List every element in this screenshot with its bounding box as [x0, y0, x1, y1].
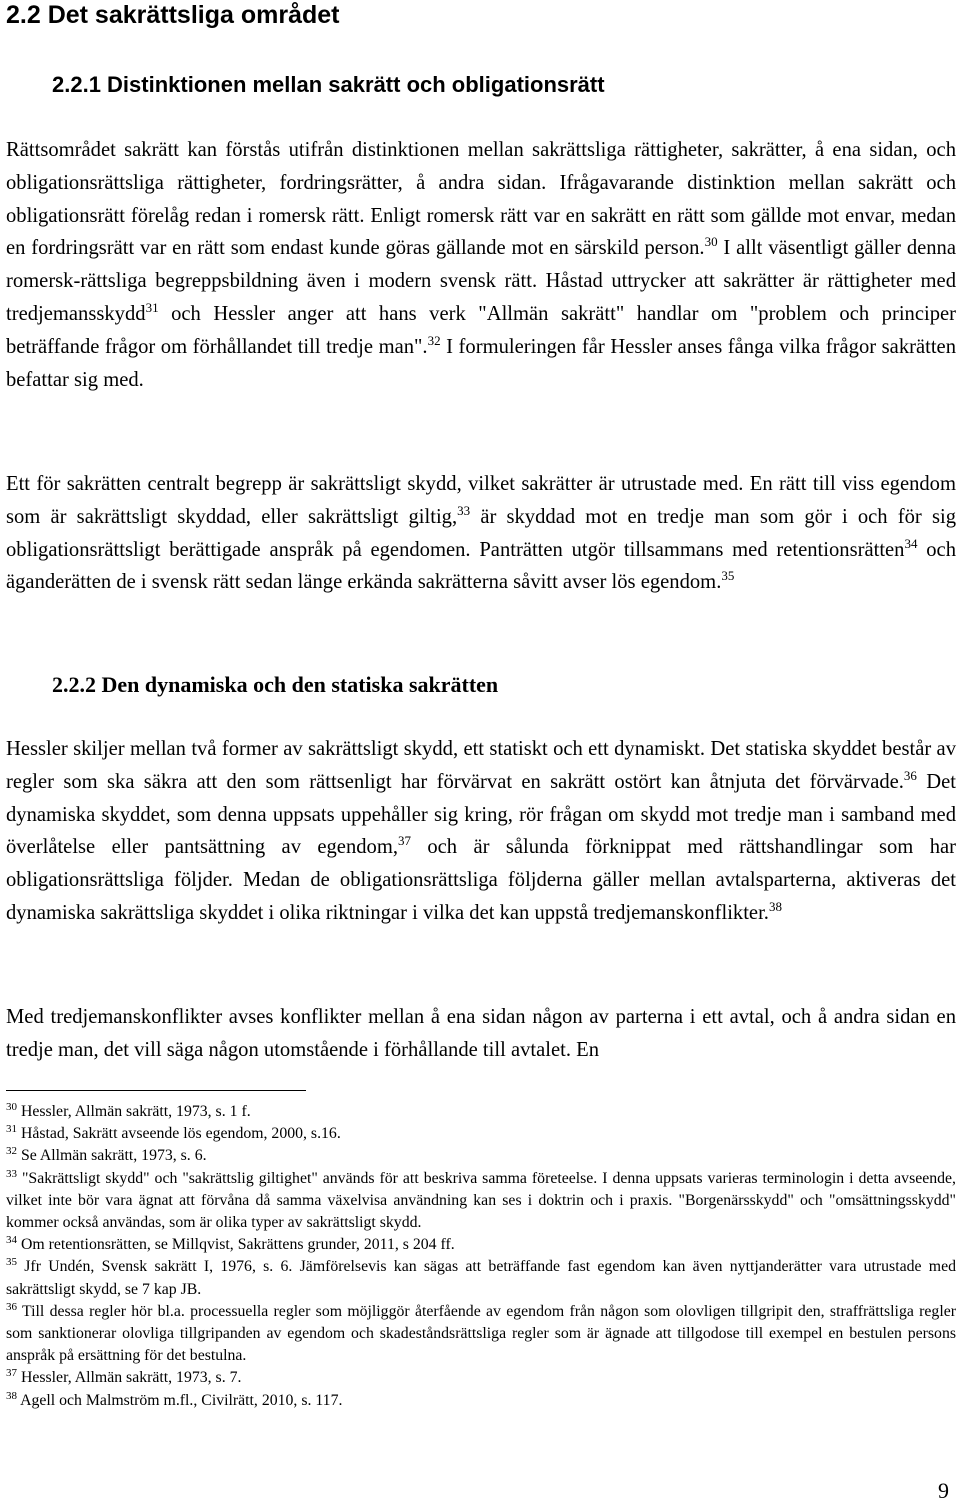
paragraph-sakratt-distinktion: Rättsområdet sakrätt kan förstås utifrån distinktionen mellan sakrättsliga rättigheter, sakrätter, å ena sidan, och obligationsrättsliga rättigheter, fordringsrätter, å andra sidan. Ifrågavarande distinktion mellan sakrätt och obligationsrätt förelåg redan i romersk rätt. Enligt romersk rätt var en sakrätt en rätt som gällde mot envar, medan en fordringsrätt var en rätt som endast kunde göras gällande mot en särskild person.$^{30}$ I allt väsentligt gäller denna romersk-rättsliga begreppsbildning även i modern svensk rätt. Håstad uttrycker att sakrätter är rättigheter med tredjemansskydd$^{31}$ och Hessler anger att hans verk "Allmän sakrätt" handlar om "problem och principer beträffande frågor om förhållandet till tredje man".$^{32}$ I formuleringen får Hessler anses fånga vilka frågor sakrätten befattar sig med.: [6, 139, 956, 391]
footnote: $^{33}$ "Sakrättsligt skydd" och "sakrättslig giltighet" används för att beskriva samma företeelse. I denna uppsats varieras terminologin i detta avseende, vilket inte bör vara ägnat att förvåna då samma växelvisa användning kan ses i doktrin och i praxis. "Borgenärsskydd" och "omsättningsskydd" kommer också användas, som är olika typer av sakrättsligt skydd.: [6, 1167, 956, 1232]
footnote-ref-35: 35: [721, 568, 735, 584]
subsection-heading-2-2-2: 2.2.2 Den dynamiska och den statiska sakrätten: [52, 672, 499, 697]
footnote-ref-34: 34: [904, 535, 918, 551]
footnote-ref-36: 36: [903, 767, 917, 783]
paragraph-dynamiskt-statiskt-skydd: Hessler skiljer mellan två former av sakrättsligt skydd, ett statiskt och ett dynamiskt. Det statiska skyddet består av regler som ska säkra att den som rättsenligt har förvärvat en sakrätt ostört kan åtnjuta det förvärvade.$^{36}$ Det dynamiska skyddet, som denna uppsats uppehåller sig kring, rör frågan om skydd mot tredje man i samband med överlåtelse eller pantsättning av egendom,$^{37}$ och är sålunda förknippat med rättshandlingar som har obligationsrättsliga följder. Medan de obligationsrättsliga följderna gäller mellan avtalsparterna, aktiveras det dynamiska sakrättsliga skyddet i olika riktningar i vilka det kan uppstå tredjemanskonflikter.$^{38}$: [6, 738, 956, 924]
footnote-ref-32: 32: [427, 332, 441, 348]
subsection-heading-2-2-1: 2.2.1 Distinktionen mellan sakrätt och obligationsrätt: [52, 72, 605, 97]
footnote: $^{30}$ Hessler, Allmän sakrätt, 1973, s. 1 f.: [6, 1101, 251, 1120]
footnote: $^{32}$ Se Allmän sakrätt, 1973, s. 6.: [6, 1145, 207, 1165]
footnote: $^{36}$ Till dessa regler hör bl.a. processuella regler som möjliggör återfående av egendom från någon som olovligen tillgripit den, straffrättsliga regler som sanktionerar olovliga tillgripanden av egendom och skadeståndsrättsliga regler som är ägnade att tillgodose till exempel en bestulen persons anspråk på ersättning för det bestulna.: [6, 1300, 956, 1365]
footnote-ref-31: 31: [145, 299, 159, 315]
footnote: $^{35}$ Jfr Undén, Svensk sakrätt I, 1976, s. 6. Jämförelsevis kan sägas att beträffande fast egendom kan även nyttjanderätter vara utrustade med sakrättsligt skydd, se 7 kap JB.: [6, 1256, 956, 1298]
footnote: $^{34}$ Om retentionsrätten, se Millqvist, Sakrättens grunder, 2011, s 204 ff.: [6, 1234, 455, 1254]
footnote: $^{31}$ Håstad, Sakrätt avseende lös egendom, 2000, s.16.: [6, 1123, 341, 1143]
paragraph-tredjemanskonflikter: Med tredjemanskonflikter avses konflikter mellan å ena sidan någon av parterna i ett avtal, och å andra sidan en tredje man, det vill säga någon utomstående i förhållande till avtalet. En: [6, 1006, 956, 1061]
footnote-separator: [6, 1090, 306, 1091]
paragraph-sakrattsligt-skydd: Ett för sakrätten centralt begrepp är sakrättsligt skydd, vilket sakrätter är utrustade med. En rätt till viss egendom som är sakrättsligt skyddad, eller sakrättsligt giltig,$^{33}$ är skyddad mot en tredje man som gör i och för sig obligationsrättsligt berättigade anspråk på egendomen. Panträtten utgör tillsammans med retentionsrätten$^{34}$ och äganderätten de i svensk rätt sedan länge erkända sakrätterna såvitt avser lös egendom.$^{35}$: [6, 473, 956, 594]
footnote: $^{37}$ Hessler, Allmän sakrätt, 1973, s. 7.: [6, 1367, 242, 1387]
page-number: 9: [938, 1478, 949, 1503]
section-heading: 2.2 Det sakrättsliga området: [6, 1, 340, 29]
footnotes: [6, 1101, 956, 1412]
footnote-ref-33: 33: [457, 502, 471, 518]
footnote: $^{38}$ Agell och Malmström m.fl., Civilrätt, 2010, s. 117.: [6, 1389, 343, 1409]
footnote-ref-38: 38: [768, 898, 782, 914]
footnote-ref-30: 30: [704, 234, 718, 250]
footnote-ref-37: 37: [398, 833, 411, 849]
